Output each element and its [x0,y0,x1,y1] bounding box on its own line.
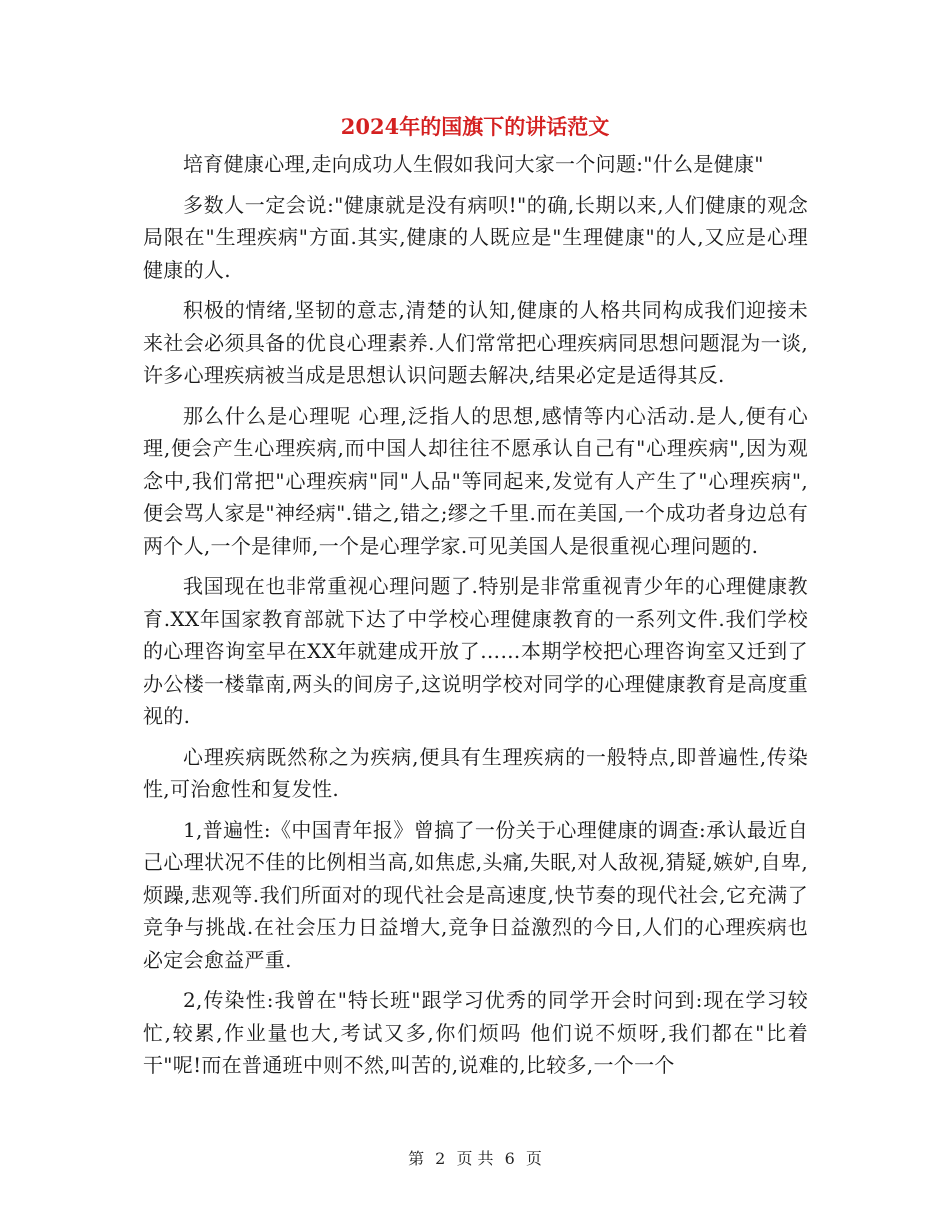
page-prefix: 第 [408,1149,425,1168]
page-footer [0,1148,950,1170]
paragraph: 1,普遍性:《中国青年报》曾搞了一份关于心理健康的调查:承认最近自己心理状况不佳的比例相当高,如焦虑,头痛,失眠,对人敌视,猜疑,嫉妒,自卑,烦躁,悲观等.我们所面对的现代社会是高速度,快节奏的现代社会,它充满了竞争与挑战.在社会压力日益增大,竞争日益激烈的今日,人们的心理疾病也必定会愈益严重. [143,817,808,972]
paragraph: 多数人一定会说:"健康就是没有病呗!"的确,长期以来,人们健康的观念局限在"生理疾病"方面.其实,健康的人既应是"生理健康"的人,又应是心理健康的人. [143,192,808,282]
paragraph: 那么什么是心理呢 心理,泛指人的思想,感情等内心活动.是人,便有心理,便会产生心理疾病,而中国人却往往不愿承认自己有"心理疾病",因为观念中,我们常把"心理疾病"同"人品"等同起来,发觉有人产生了"心理疾病",便会骂人家是"神经病".错之,错之;缪之千里.而在美国,一个成功者身边总有两个人,一个是律师,一个是心理学家.可见美国人是很重视心理问题的. [143,403,808,558]
current-page-number: 2 [435,1149,446,1168]
document-title: 2024年的国旗下的讲话范文 [340,114,610,139]
paragraph: 2,传染性:我曾在"特长班"跟学习优秀的同学开会时问到:现在学习较忙,较累,作业量也大,考试又多,你们烦吗 他们说不烦呀,我们都在"比着干"呢!而在普通班中则不然,叫苦的,说难的,比较多,一个一个 [143,988,808,1077]
paragraph: 心理疾病既然称之为疾病,便具有生理疾病的一般特点,即普遍性,传染性,可治愈性和复发性. [143,744,808,801]
page-suffix: 页 [525,1149,542,1168]
paragraph: 培育健康心理,走向成功人生假如我问大家一个问题:"什么是健康" [183,152,764,176]
page-mid-text: 页 共 [456,1149,494,1168]
document-body [143,148,808,1090]
paragraph: 我国现在也非常重视心理问题了.特别是非常重视青少年的心理健康教育.XX年国家教育部就下达了中学校心理健康教育的一系列文件.我们学校的心理咨询室早在XX年就建成开放了……本期学校把心理咨询室又迁到了办公楼一楼靠南,两头的间房子,这说明学校对同学的心理健康教育是高度重视的. [143,574,808,728]
total-pages-number: 6 [504,1149,515,1168]
paragraph: 积极的情绪,坚韧的意志,清楚的认知,健康的人格共同构成我们迎接未来社会必须具备的优良心理素养.人们常常把心理疾病同思想问题混为一谈,许多心理疾病被当成是思想认识问题去解决,结果必定是适得其反. [143,298,808,387]
